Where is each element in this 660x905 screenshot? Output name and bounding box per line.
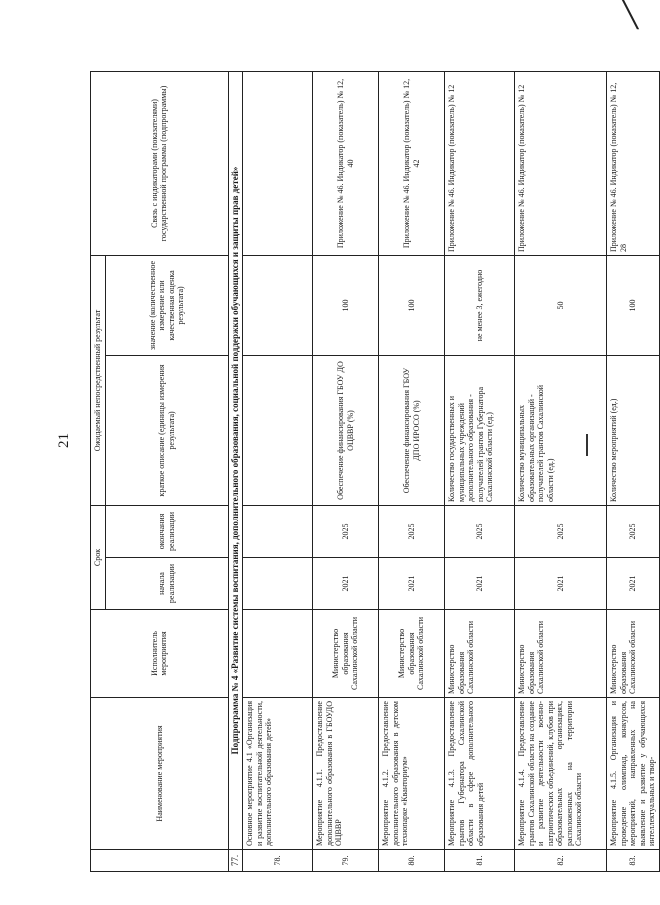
col-end-header: окончания реализации xyxy=(105,505,228,557)
table-row xyxy=(445,71,515,871)
activity-executor: Министерство образования Сахалинской области xyxy=(379,610,445,698)
activity-name: Мероприятие 4.1.4. Предоставление грантов Сахалинской области на создание и развитие деятельности военно-патриотических объединений, клубов при образовательных организациях, расположенных на территории Сахалинской области xyxy=(515,698,607,850)
row-number: 83. xyxy=(607,850,660,872)
row-number: 81. xyxy=(445,850,515,872)
result-description: Обеспечение финансирования ГБОУ ДПО ИРОСО (%) xyxy=(379,355,445,505)
result-value xyxy=(243,255,313,355)
start-year: 2021 xyxy=(607,558,660,610)
result-description: Количество мероприятий (ед.) xyxy=(607,355,660,505)
end-year: 2025 xyxy=(607,505,660,557)
start-year: 2021 xyxy=(515,558,607,610)
col-link-header: Связь с индикаторами (показателями) государственной программы (подпрограммы) xyxy=(91,71,229,255)
row-number: 78. xyxy=(243,850,313,872)
start-year: 2021 xyxy=(445,558,515,610)
indicator-link: Приложение № 46. Индикатор (показатель) № 12 xyxy=(515,71,607,255)
activity-name: Основное мероприятие 4.1 «Организация и развитие воспитательной деятельности, дополнительного образования детей» xyxy=(243,698,313,850)
activity-executor: Министерство образования Сахалинской области xyxy=(445,610,515,698)
activity-name: Мероприятие 4.1.3. Предоставление грантов Губернатора Сахалинской области в сфере дополнительного образования детей xyxy=(445,698,515,850)
subprogram-title: Подпрограмма № 4 «Развитие системы воспитания, дополнительного образования, социальной поддержки обучающихся и защиты прав детей» xyxy=(228,71,243,849)
col-result-header: Ожидаемый непосредственный результат xyxy=(91,255,106,505)
end-year: 2025 xyxy=(379,505,445,557)
row-number: 82. xyxy=(515,850,607,872)
result-value: 100 xyxy=(379,255,445,355)
col-executor-header: Исполнитель мероприятия xyxy=(91,610,229,698)
table-row xyxy=(313,71,379,871)
result-value: 100 xyxy=(313,255,379,355)
indicator-link: Приложение № 46. Индикатор (показатель) № 12, 40 xyxy=(313,71,379,255)
col-value-header: значение (количественное измерение или качественная оценка результата) xyxy=(105,255,228,355)
row-number: 79. xyxy=(313,850,379,872)
activity-name: Мероприятие 4.1.2. Предоставление дополнительного образования в детском технопарке «Кванториум» xyxy=(379,698,445,850)
activity-executor: Министерство образования Сахалинской области xyxy=(313,610,379,698)
activity-name: Мероприятие 4.1.5. Организация и проведение олимпиад, конкурсов, мероприятий, направленных на выявление и развитие у обучающихся интеллектуальных и твор- xyxy=(607,698,660,850)
col-name-header: Наименование мероприятия xyxy=(91,698,229,850)
result-description: Количество муниципальных образовательных организаций - получателей грантов Сахалинской области (ед.) xyxy=(515,355,607,505)
col-num-header xyxy=(91,850,229,872)
row-number: 77. xyxy=(228,850,243,872)
activities-table xyxy=(90,71,660,872)
end-year: 2025 xyxy=(313,505,379,557)
table-row xyxy=(243,71,313,871)
table-row xyxy=(607,71,660,871)
end-year: 2025 xyxy=(445,505,515,557)
result-value: не менее 3, ежегодно xyxy=(445,255,515,355)
start-year xyxy=(243,558,313,610)
indicator-link xyxy=(243,71,313,255)
end-year: 2025 xyxy=(515,505,607,557)
row-number: 80. xyxy=(379,850,445,872)
table-row xyxy=(379,71,445,871)
col-term-header: Срок xyxy=(91,505,106,609)
end-year xyxy=(243,505,313,557)
corner-pen-mark: ╲ xyxy=(622,0,638,29)
table-row xyxy=(515,71,607,871)
activity-executor xyxy=(243,610,313,698)
result-description xyxy=(243,355,313,505)
result-description: Количество государственных и муниципальных учреждений дополнительного образования - получателей грантов Губернатора Сахалинской области (ед.) xyxy=(445,355,515,505)
activity-executor: Министерство образования Сахалинской области xyxy=(607,610,660,698)
start-year: 2021 xyxy=(379,558,445,610)
col-start-header: начала реализации xyxy=(105,558,228,610)
rotated-table-wrapper xyxy=(90,72,656,872)
activity-executor: Министерство образования Сахалинской области xyxy=(515,610,607,698)
indicator-link: Приложение № 46. Индикатор (показатель) № 12, 42 xyxy=(379,71,445,255)
subprogram-row xyxy=(228,71,243,871)
start-year: 2021 xyxy=(313,558,379,610)
indicator-link: Приложение № 46. Индикатор (показатель) № 12 xyxy=(445,71,515,255)
result-value: 100 xyxy=(607,255,660,355)
page-number: 21 xyxy=(56,433,72,448)
result-description: Обеспечение финансирования ГБОУ ДО ОЦВВР (%) xyxy=(313,355,379,505)
result-value: 50 xyxy=(515,255,607,355)
activity-name: Мероприятие 4.1.1. Предоставление дополнительного образования в ГБОУДО ОЦВВР xyxy=(313,698,379,850)
header-row-1 xyxy=(91,71,106,871)
indicator-link: Приложение № 46. Индикатор (показатель) № 12, 28 xyxy=(607,71,660,255)
col-desc-header: краткое описание (единицы измерения результата) xyxy=(105,355,228,505)
